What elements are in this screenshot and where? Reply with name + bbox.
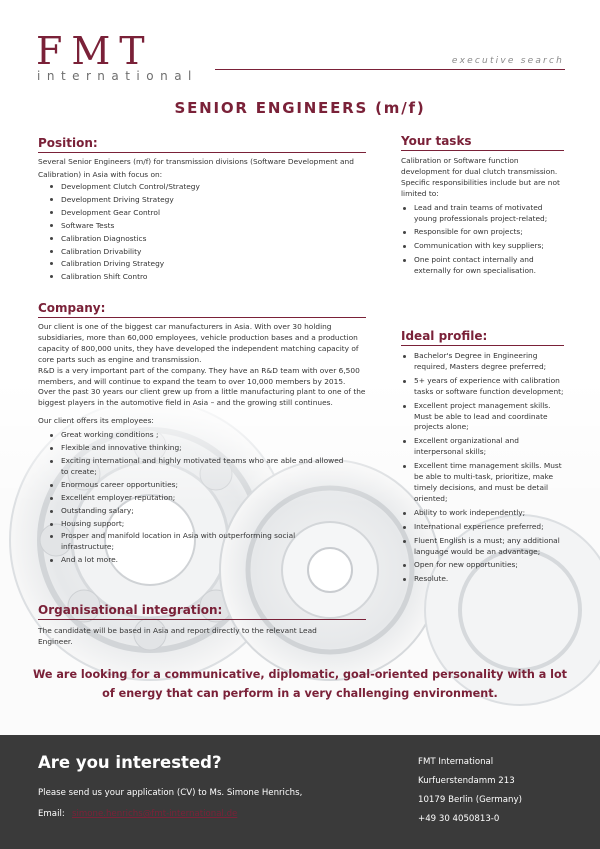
list-item: Software Tests bbox=[48, 220, 368, 233]
company-heading: Company: bbox=[38, 301, 106, 315]
email-label: Email: bbox=[38, 809, 65, 819]
profile-section bbox=[401, 351, 568, 588]
company-rule bbox=[38, 317, 366, 318]
list-item: Development Gear Control bbox=[48, 207, 368, 220]
tasks-intro: Specific responsibilities include but are not limited to: bbox=[401, 177, 560, 198]
list-item: Exciting international and highly motivated teams who are able and allowed to create; bbox=[48, 456, 348, 478]
address-line: 10179 Berlin (Germany) bbox=[418, 795, 522, 805]
list-item: International experience preferred; bbox=[401, 522, 568, 533]
list-item: Prosper and manifold location in Asia with outperforming social infrastructure; bbox=[48, 531, 348, 553]
fmt-logo bbox=[36, 29, 221, 84]
list-item: 5+ years of experience with calibration tasks or software function development; bbox=[401, 376, 568, 398]
header-divider bbox=[215, 69, 565, 70]
company-paragraph: R&D is a very important part of the company. They have an R&D team with over 6,500 members, and will continue to expand the team to over 10,000 members by 2015. bbox=[38, 365, 360, 386]
profile-list bbox=[401, 351, 568, 585]
list-item: Excellent project management skills. Must be able to lead and coordinate projects alone; bbox=[401, 401, 568, 434]
address-line: +49 30 4050813-0 bbox=[418, 814, 500, 824]
email-link[interactable]: simone.henrichs@fmt-international.de bbox=[72, 809, 238, 819]
tasks-heading: Your tasks bbox=[401, 134, 472, 148]
integration-text: The candidate will be based in Asia and report directly to the relevant Lead Engineer. bbox=[38, 626, 317, 646]
position-rule bbox=[38, 152, 366, 153]
position-intro: Several Senior Engineers (m/f) for transmission divisions (Software Development and Calibration) in Asia with focus on: bbox=[38, 157, 354, 179]
company-address bbox=[418, 753, 522, 829]
list-item: Excellent employer reputation; bbox=[48, 493, 348, 504]
list-item: Outstanding salary; bbox=[48, 506, 348, 517]
list-item: And a lot more. bbox=[48, 555, 348, 566]
job-title: SENIOR ENGINEERS (m/f) bbox=[174, 99, 426, 117]
list-item: Calibration Driving Strategy bbox=[48, 258, 368, 271]
list-item: Development Driving Strategy bbox=[48, 194, 368, 207]
list-item: Housing support; bbox=[48, 519, 348, 530]
list-item: Development Clutch Control/Strategy bbox=[48, 181, 368, 194]
address-line: FMT International bbox=[418, 757, 494, 767]
list-item: One point contact internally and externally for own specialisation. bbox=[401, 255, 564, 277]
company-paragraph: Our client is one of the biggest car manufacturers in Asia. With over 30 holding subsidiaries, more than 60,000 employees, vehicle production bases and a production capacity of 800,000 units, they have developed the independent matching capacity of core parts such as engine and transmission. bbox=[38, 322, 359, 364]
slogan: We are looking for a communicative, diplomatic, goal-oriented personality with a lot of energy that can perform in a very challenging environment. bbox=[32, 668, 568, 700]
address-line: Kurfuerstendamm 213 bbox=[418, 776, 515, 786]
integration-heading: Organisational integration: bbox=[38, 603, 223, 617]
list-item: Open for new opportunities; bbox=[401, 560, 568, 571]
list-item: Excellent organizational and interpersonal skills; bbox=[401, 436, 568, 458]
offers-intro: Our client offers its employees: bbox=[38, 416, 154, 426]
company-paragraph: Over the past 30 years our client grew up from a little manufacturing plant to one of the biggest players in the automotive field in Asia – and the growing still continues. bbox=[38, 387, 366, 408]
footer-title: Are you interested? bbox=[38, 753, 222, 772]
position-section bbox=[38, 156, 368, 284]
logo-subtitle: international bbox=[37, 69, 198, 83]
list-item: Responsible for own projects; bbox=[401, 227, 564, 238]
list-item: Calibration Shift Contro bbox=[48, 271, 368, 284]
list-item: Calibration Diagnostics bbox=[48, 233, 368, 246]
list-item: Communication with key suppliers; bbox=[401, 241, 564, 252]
profile-rule bbox=[401, 345, 564, 346]
tasks-section bbox=[401, 156, 564, 280]
logo-wordmark: FMT bbox=[36, 29, 154, 73]
list-item: Ability to work independently; bbox=[401, 508, 568, 519]
list-item: Excellent time management skills. Must be able to multi-task, prioritize, make timely decisions, and must be detail oriented; bbox=[401, 461, 568, 505]
position-list bbox=[48, 181, 368, 284]
tagline: executive search bbox=[451, 56, 564, 66]
list-item: Lead and train teams of motivated young professionals project-related; bbox=[401, 203, 564, 225]
integration-rule bbox=[38, 619, 366, 620]
tasks-list bbox=[401, 203, 564, 277]
company-section bbox=[38, 322, 368, 568]
tasks-intro: Calibration or Software function development for dual clutch transmission. bbox=[401, 156, 558, 176]
list-item: Great working conditions ; bbox=[48, 430, 348, 441]
offers-list bbox=[48, 430, 348, 566]
list-item: Resolute. bbox=[401, 574, 568, 585]
footer-instruction: Please send us your application (CV) to Ms. Simone Henrichs, bbox=[38, 788, 303, 798]
list-item: Fluent English is a must; any additional language would be an advantage; bbox=[401, 536, 568, 558]
list-item: Calibration Drivability bbox=[48, 246, 368, 259]
list-item: Bachelor's Degree in Engineering required, Masters degree preferred; bbox=[401, 351, 568, 373]
contact-footer bbox=[0, 735, 600, 849]
list-item: Flexible and innovative thinking; bbox=[48, 443, 348, 454]
position-heading: Position: bbox=[38, 136, 98, 150]
profile-heading: Ideal profile: bbox=[401, 329, 488, 343]
tasks-rule bbox=[401, 150, 564, 151]
list-item: Enormous career opportunities; bbox=[48, 480, 348, 491]
